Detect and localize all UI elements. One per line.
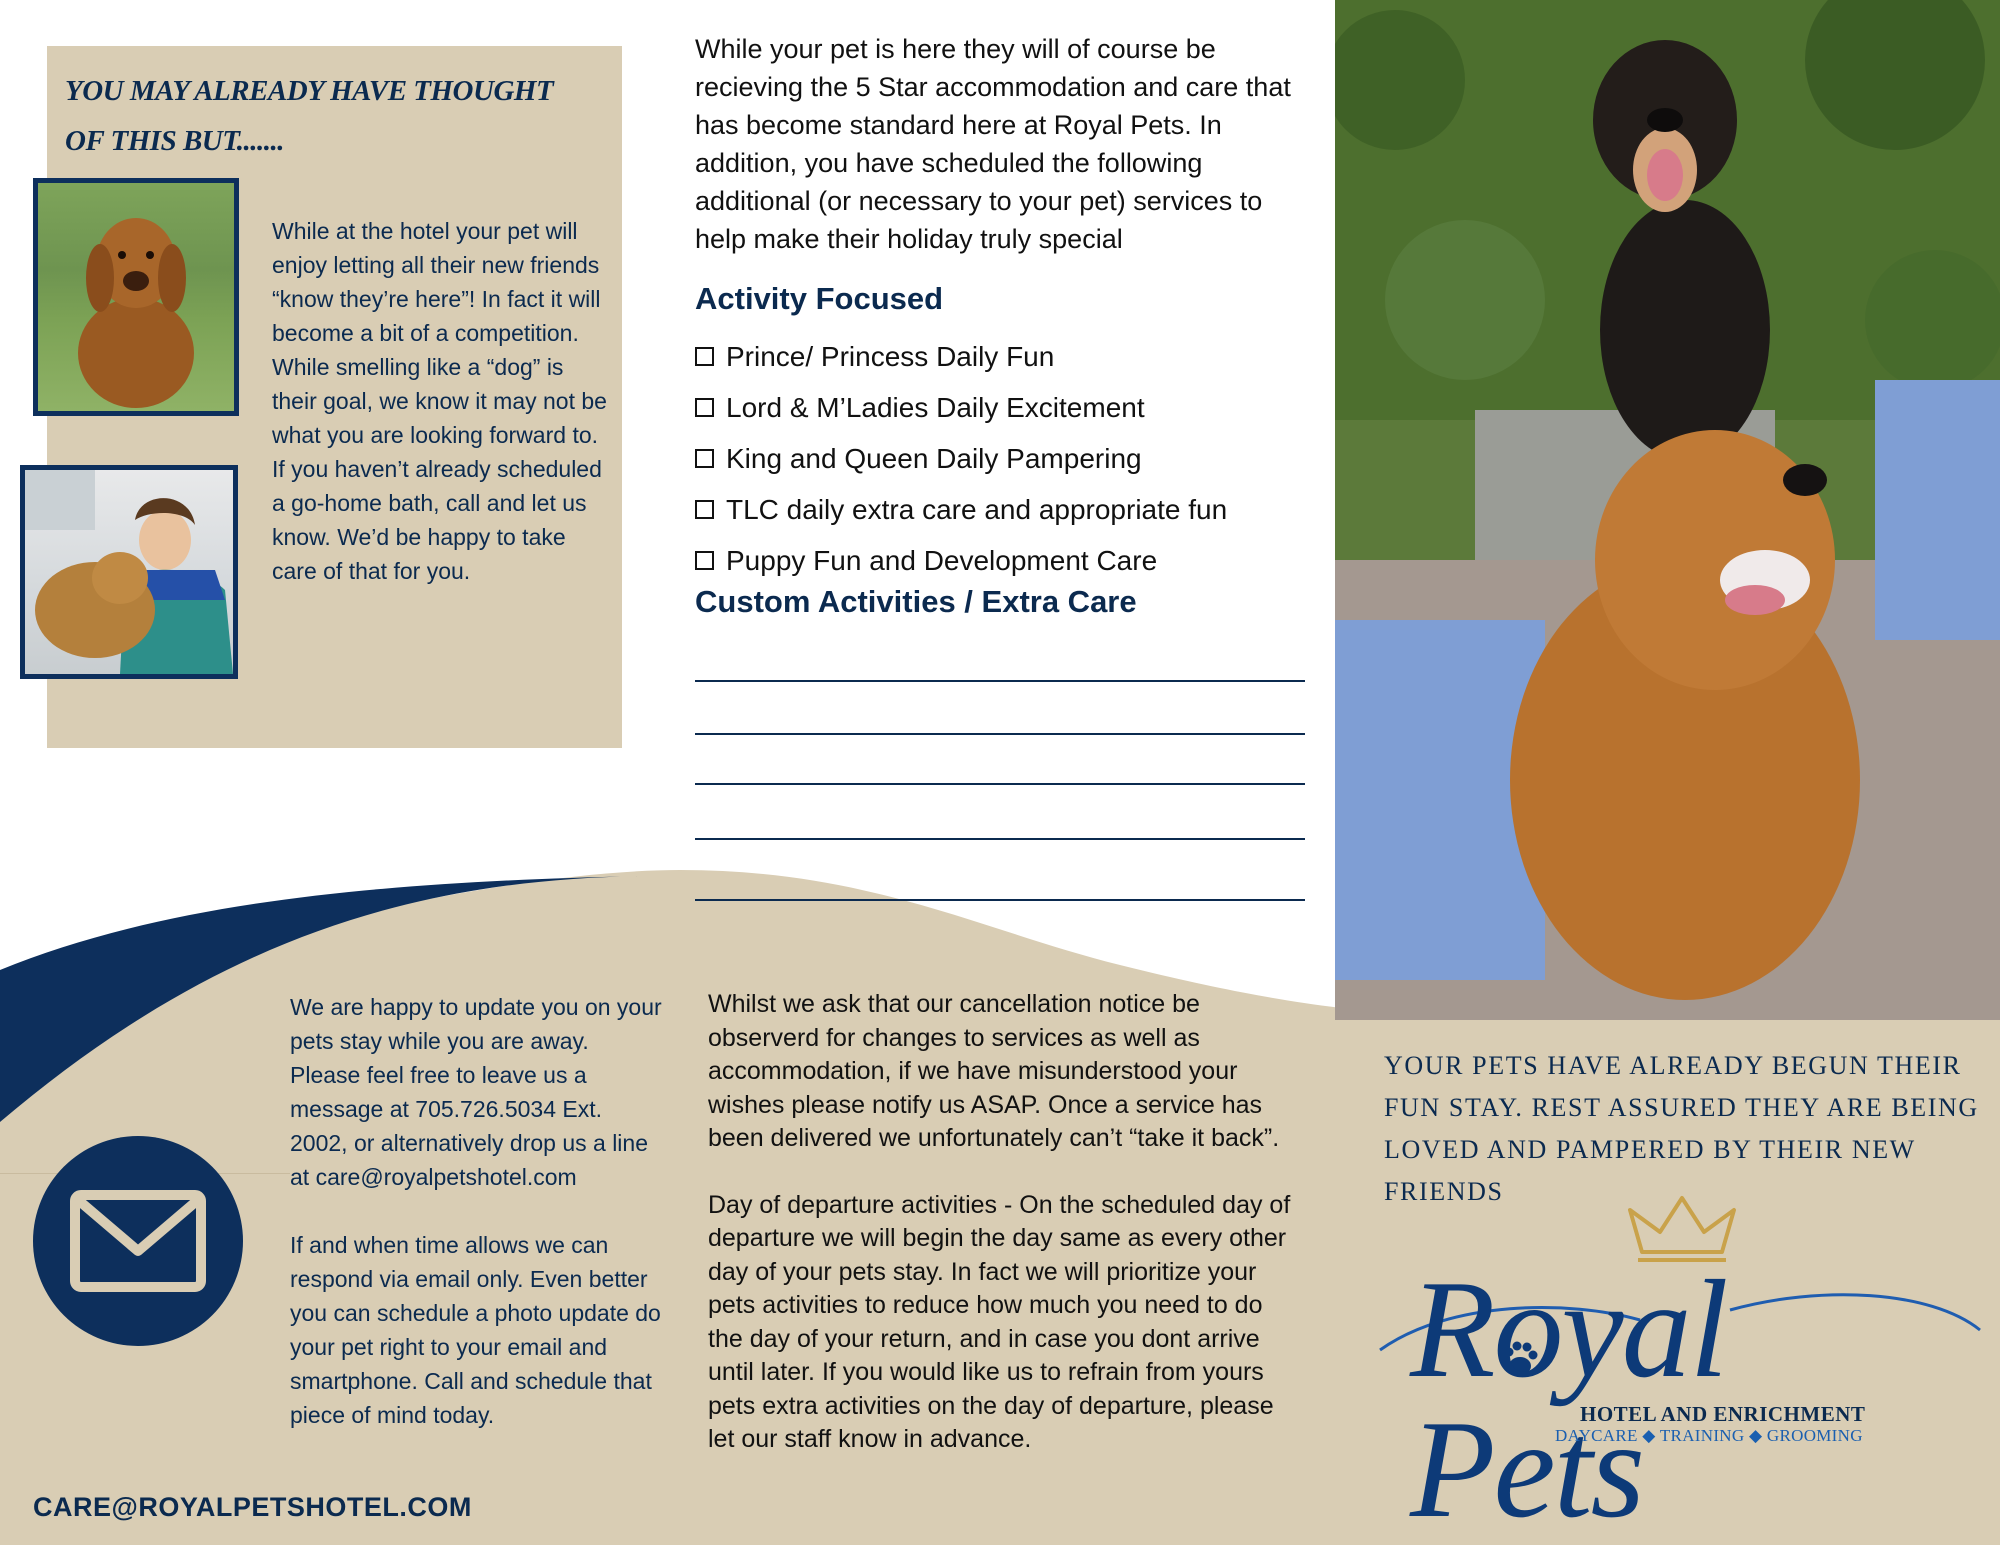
write-in-line[interactable] <box>695 733 1305 735</box>
logo-tagline: HOTEL AND ENRICHMENT <box>1580 1402 1866 1426</box>
checklist-item[interactable] <box>695 382 1315 433</box>
checklist-item[interactable] <box>695 331 1315 382</box>
policy-paragraph: Day of departure activities - On the scheduled day of departure we will begin the day same as every other day of your pets stay. In fact we will prioritize your pets activities to reduce how much you need to do the day of your return, and in case you dont arrive until later. If you would like us to refrain from yours pets extra activities on the day of departure, please let our staff know in advance. <box>708 1190 1291 1453</box>
contact-info <box>290 990 665 1432</box>
checkbox[interactable] <box>695 398 714 417</box>
photo-two-dogs <box>1335 0 2000 1020</box>
checklist-label: Puppy Fun and Development Care <box>726 544 1158 576</box>
checkbox[interactable] <box>695 347 714 366</box>
write-in-line[interactable] <box>695 838 1305 840</box>
contact-paragraph: We are happy to update you on your pets stay while you are away. Please feel free to leave us a message at 705.726.5034 Ext. 2002, or alternatively drop us a line at care@royalpetshotel.com <box>290 994 662 1190</box>
care-email-link[interactable]: CARE@ROYALPETSHOTEL.COM <box>33 1492 472 1522</box>
custom-activities-heading: Custom Activities / Extra Care <box>695 584 1137 619</box>
checklist-item[interactable] <box>695 535 1315 586</box>
policy-info <box>708 988 1293 1457</box>
checkbox[interactable] <box>695 551 714 570</box>
checkbox[interactable] <box>695 500 714 519</box>
checklist-label: King and Queen Daily Pampering <box>726 442 1142 474</box>
checklist-label: TLC daily extra care and appropriate fun <box>726 493 1228 525</box>
policy-paragraph: Whilst we ask that our cancellation notice be observerd for changes to services as well as accommodation, if we have misunderstood your wishes please notify us ASAP. Once a service has been delivered we unfortunately can’t “take it back”. <box>708 990 1280 1152</box>
write-in-line[interactable] <box>695 680 1305 682</box>
intro-paragraph: While your pet is here they will of course be recieving the 5 Star accommodation and care that has become standard here at Royal Pets. In addition, you have scheduled the following additional (or necessary to your pet) services to help make their holiday truly special <box>695 34 1291 254</box>
checklist-item[interactable] <box>695 433 1315 484</box>
mail-icon <box>33 1136 243 1346</box>
checklist-label: Prince/ Princess Daily Fun <box>726 340 1055 372</box>
activity-checklist <box>695 331 1315 586</box>
photo-groomer-with-dog <box>20 465 238 679</box>
photo-golden-retriever <box>33 178 239 416</box>
crown-icon <box>1630 1198 1734 1260</box>
activity-focused-heading: Activity Focused <box>695 281 944 316</box>
checklist-item[interactable] <box>695 484 1315 535</box>
tip-text: While at the hotel your pet will enjoy letting all their new friends “know they’re here”! In fact it will become a bit of a competition. While smelling like a “dog” is their goal, we know it may not be what you are looking forward to. If you haven’t already scheduled a go-home bath, call and let us know. We’d be happy to take care of that for you. <box>272 218 607 584</box>
checkbox[interactable] <box>695 449 714 468</box>
logo-services: DAYCARE ◆ TRAINING ◆ GROOMING <box>1555 1426 1863 1445</box>
write-in-line[interactable] <box>695 783 1305 785</box>
checklist-label: Lord & M’Ladies Daily Excitement <box>726 391 1145 423</box>
write-in-line[interactable] <box>695 899 1305 901</box>
reassurance-message: YOUR PETS HAVE ALREADY BEGUN THEIR FUN STAY. REST ASSURED THEY ARE BEING LOVED AND PAMPERED BY THEIR NEW FRIENDS <box>1384 1051 1979 1206</box>
contact-paragraph: If and when time allows we can respond via email only. Even better you can schedule a photo update do your pet right to your email and smartphone. Call and schedule that piece of mind today. <box>290 1232 661 1428</box>
logo-script-text: Royal Pets <box>1410 1252 1727 1545</box>
tip-heading: YOU MAY ALREADY HAVE THOUGHT OF THIS BUT....... <box>65 75 554 157</box>
royal-pets-logo <box>1370 1190 1990 1545</box>
